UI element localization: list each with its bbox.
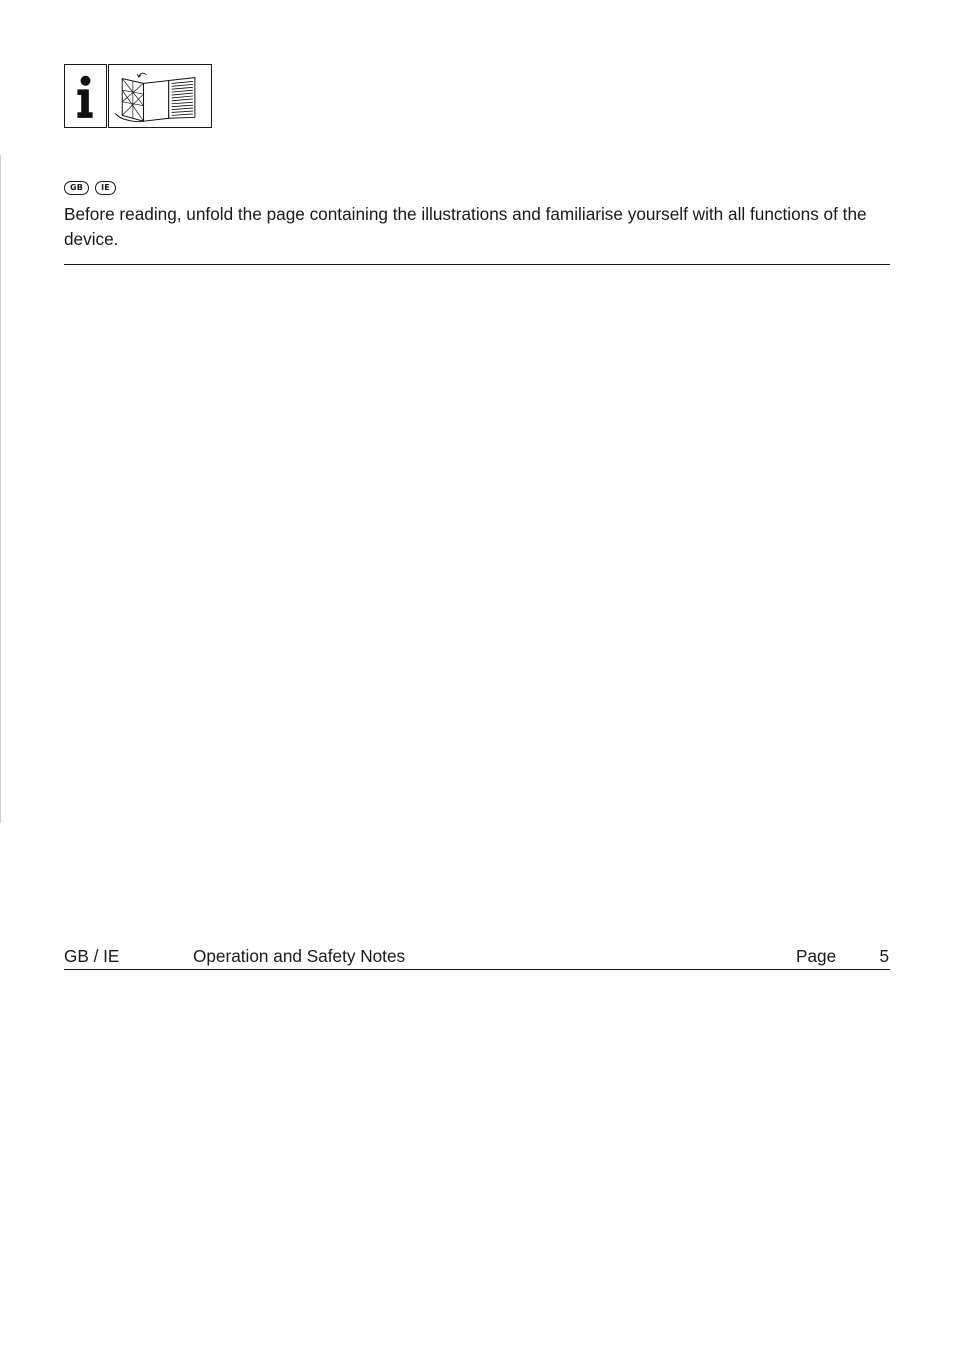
toc-entry[interactable] (64, 944, 890, 968)
country-badge-ie: IE (95, 181, 116, 195)
country-badges (64, 181, 116, 195)
page-edge-line (0, 155, 1, 823)
divider-bottom (64, 969, 890, 970)
divider-top (64, 264, 890, 265)
toc-title: Operation and Safety Notes (193, 946, 406, 966)
info-icon (64, 64, 107, 128)
country-badge-gb: GB (64, 181, 89, 195)
intro-paragraph: Before reading, unfold the page containing the illustrations and familiarise yourself with all functions of the device. (64, 204, 867, 249)
unfold-page-icon (108, 64, 212, 128)
toc-language: GB / IE (64, 946, 120, 966)
toc-page-label: Page (796, 946, 837, 966)
toc-page-number: 5 (879, 946, 889, 966)
